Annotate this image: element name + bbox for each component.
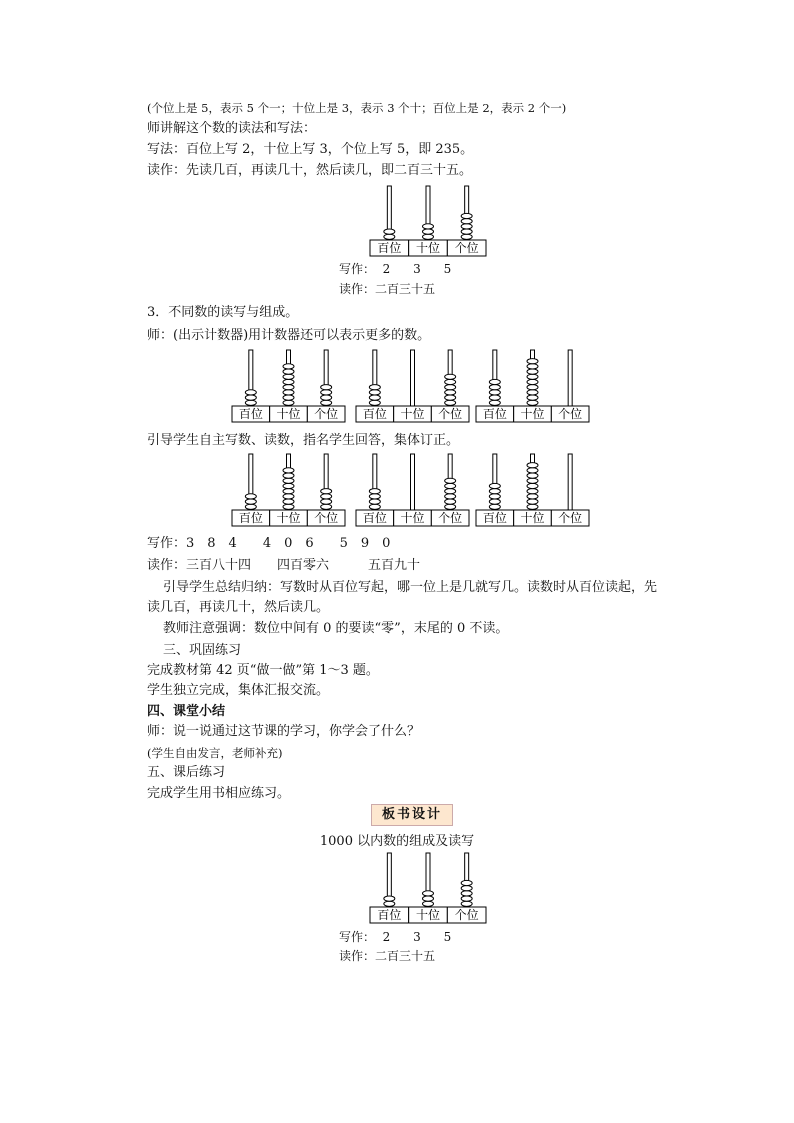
abacus-label: 百位 <box>238 511 263 525</box>
text-line: 完成学生用书相应练习。 <box>147 786 291 801</box>
abacus-bead <box>461 229 472 234</box>
abacus-svg <box>232 350 345 422</box>
board-read-caption: 读作：二百三十五 <box>339 949 436 963</box>
board-title: 1000 以内数的组成及读写 <box>319 834 475 849</box>
abacus-bead <box>245 504 256 509</box>
abacus-bead <box>321 395 332 400</box>
abacus-bead <box>283 468 294 473</box>
abacus-bead <box>527 473 538 478</box>
abacus-bead <box>461 891 472 896</box>
abacus-bead <box>527 379 538 384</box>
abacus-bead <box>283 473 294 478</box>
abacus-bead <box>369 400 380 405</box>
abacus-label: 百位 <box>362 511 387 525</box>
abacus-bead <box>445 374 456 379</box>
abacus-row1-c <box>476 350 589 422</box>
section-heading: 五、课后练习 <box>147 765 226 780</box>
abacus-label: 个位 <box>558 511 583 525</box>
text-line: 引导学生总结归纳：写数时从百位写起，哪一位上是几就写几。读数时从百位读起，先 <box>163 580 658 595</box>
abacus-bead <box>527 504 538 509</box>
abacus-bead <box>321 400 332 405</box>
abacus-bead <box>423 229 434 234</box>
abacus-bead <box>527 494 538 499</box>
abacus-bead <box>423 896 434 901</box>
text-line: 完成教材第 42 页“做一做”第 1～3 题。 <box>147 663 379 678</box>
abacus-label: 十位 <box>415 241 441 255</box>
abacus-bead <box>489 400 500 405</box>
abacus-label: 十位 <box>520 511 545 525</box>
abacus-bead <box>527 359 538 364</box>
abacus-bead <box>283 385 294 390</box>
abacus-label: 个位 <box>314 511 339 525</box>
abacus-label: 个位 <box>454 241 479 255</box>
abacus-bead <box>461 234 472 239</box>
abacus-rod <box>568 350 572 406</box>
abacus-bead <box>283 374 294 379</box>
abacus-bead <box>489 483 500 488</box>
abacus-bead <box>283 504 294 509</box>
abacus-bead <box>321 385 332 390</box>
abacus-label: 个位 <box>438 511 463 525</box>
abacus-bead <box>283 369 294 374</box>
abacus-bead <box>527 489 538 494</box>
text-line: 读作：先读几百，再读几十，然后读几，即二百三十五。 <box>147 163 473 178</box>
abacus-bead <box>283 390 294 395</box>
abacus-bead <box>283 395 294 400</box>
abacus-bead <box>283 379 294 384</box>
text-line: 师：(出示计数器)用计数器还可以表示更多的数。 <box>147 328 431 343</box>
abacus-bead <box>445 494 456 499</box>
abacus-bead <box>527 374 538 379</box>
board-write-caption: 写作： 2 3 5 <box>339 930 452 944</box>
write-answers: 写作：3 8 4 4 0 6 5 9 0 <box>147 536 391 551</box>
abacus-row1-a <box>232 350 345 422</box>
abacus-bead <box>369 390 380 395</box>
abacus-bead <box>384 896 395 901</box>
text-line: 师讲解这个数的读法和写法： <box>147 121 317 136</box>
abacus-label: 百位 <box>482 407 507 421</box>
abacus-bead <box>527 478 538 483</box>
abacus-row2-b <box>356 454 469 526</box>
abacus-svg <box>370 853 486 923</box>
abacus-bead <box>283 478 294 483</box>
abacus-bead <box>321 504 332 509</box>
abacus-example <box>370 186 486 256</box>
abacus-bead <box>369 494 380 499</box>
section-heading: 三、巩固练习 <box>163 643 242 658</box>
abacus-board <box>370 853 486 923</box>
abacus-bead <box>461 880 472 885</box>
abacus-bead <box>283 494 294 499</box>
abacus-bead <box>423 901 434 906</box>
section-heading: 四、课堂小结 <box>147 704 226 719</box>
abacus-bead <box>245 390 256 395</box>
abacus-bead <box>369 504 380 509</box>
abacus-bead <box>489 499 500 504</box>
abacus-svg <box>476 350 589 422</box>
abacus-label: 百位 <box>377 908 402 922</box>
abacus-bead <box>245 494 256 499</box>
abacus-bead <box>489 504 500 509</box>
note-digit-meaning: (个位上是 5，表示 5 个一；十位上是 3，表示 3 个十；百位上是 2，表示 2 个一) <box>147 101 567 115</box>
abacus-bead <box>245 400 256 405</box>
abacus-rod <box>411 454 415 510</box>
abacus-label: 十位 <box>400 407 425 421</box>
abacus-svg <box>370 186 486 256</box>
abacus-bead <box>527 390 538 395</box>
abacus-label: 十位 <box>276 407 301 421</box>
abacus-bead <box>461 886 472 891</box>
abacus-bead <box>489 385 500 390</box>
board-banner: 板书设计 <box>371 804 453 826</box>
text-line: 师：说一说通过这节课的学习，你学会了什么？ <box>147 724 421 739</box>
abacus-bead <box>283 400 294 405</box>
abacus-bead <box>461 213 472 218</box>
abacus-bead <box>445 478 456 483</box>
abacus-bead <box>527 364 538 369</box>
abacus-label: 个位 <box>558 407 583 421</box>
abacus-bead <box>369 385 380 390</box>
abacus-svg <box>476 454 589 526</box>
abacus-bead <box>527 395 538 400</box>
abacus-bead <box>245 499 256 504</box>
abacus-label: 个位 <box>454 908 479 922</box>
abacus-bead <box>445 483 456 488</box>
text-line: 学生独立完成，集体汇报交流。 <box>147 683 330 698</box>
abacus-read-caption: 读作：二百三十五 <box>339 282 436 296</box>
abacus-label: 百位 <box>377 241 402 255</box>
text-line: 读几百，再读几十，然后读几。 <box>147 600 330 615</box>
abacus-bead <box>461 896 472 901</box>
abacus-bead <box>369 489 380 494</box>
abacus-bead <box>527 483 538 488</box>
abacus-rod <box>568 454 572 510</box>
abacus-label: 百位 <box>482 511 507 525</box>
abacus-write-caption: 写作： 2 3 5 <box>339 262 452 276</box>
abacus-bead <box>384 229 395 234</box>
abacus-bead <box>461 901 472 906</box>
abacus-bead <box>527 499 538 504</box>
abacus-bead <box>321 494 332 499</box>
abacus-label: 十位 <box>276 511 301 525</box>
abacus-bead <box>527 468 538 473</box>
abacus-bead <box>321 390 332 395</box>
abacus-bead <box>445 504 456 509</box>
abacus-label: 百位 <box>238 407 263 421</box>
abacus-bead <box>423 891 434 896</box>
abacus-svg <box>356 454 469 526</box>
abacus-bead <box>384 234 395 239</box>
abacus-bead <box>283 489 294 494</box>
abacus-row2-c <box>476 454 589 526</box>
abacus-bead <box>527 369 538 374</box>
abacus-bead <box>461 224 472 229</box>
abacus-bead <box>445 379 456 384</box>
text-line: 写法：百位上写 2，十位上写 3，个位上写 5，即 235。 <box>147 142 474 157</box>
abacus-bead <box>369 499 380 504</box>
read-answers: 读作：三百八十四 四百零六 五百九十 <box>147 558 421 573</box>
abacus-label: 百位 <box>362 407 387 421</box>
text-line: 教师注意强调：数位中间有 0 的要读“零”，末尾的 0 不读。 <box>163 621 509 636</box>
abacus-bead <box>321 489 332 494</box>
abacus-bead <box>489 379 500 384</box>
abacus-label: 个位 <box>314 407 339 421</box>
abacus-label: 十位 <box>415 908 441 922</box>
abacus-bead <box>283 483 294 488</box>
section-heading: 3．不同数的读写与组成。 <box>147 305 299 320</box>
abacus-bead <box>369 395 380 400</box>
abacus-row2-a <box>232 454 345 526</box>
abacus-bead <box>445 385 456 390</box>
abacus-bead <box>445 400 456 405</box>
text-line: (学生自由发言，老师补充) <box>147 746 283 760</box>
abacus-bead <box>423 234 434 239</box>
abacus-bead <box>489 494 500 499</box>
abacus-bead <box>489 390 500 395</box>
abacus-row1-b <box>356 350 469 422</box>
abacus-bead <box>445 489 456 494</box>
abacus-bead <box>461 219 472 224</box>
abacus-bead <box>445 499 456 504</box>
abacus-bead <box>527 463 538 468</box>
abacus-label: 十位 <box>520 407 545 421</box>
abacus-bead <box>283 364 294 369</box>
text-line: 引导学生自主写数、读数，指名学生回答，集体订正。 <box>147 433 460 448</box>
abacus-bead <box>445 390 456 395</box>
abacus-bead <box>423 224 434 229</box>
abacus-svg <box>232 454 345 526</box>
abacus-rod <box>411 350 415 406</box>
abacus-bead <box>245 395 256 400</box>
abacus-bead <box>527 385 538 390</box>
abacus-label: 个位 <box>438 407 463 421</box>
abacus-bead <box>489 489 500 494</box>
abacus-bead <box>283 499 294 504</box>
abacus-bead <box>445 395 456 400</box>
abacus-bead <box>489 395 500 400</box>
abacus-label: 十位 <box>400 511 425 525</box>
abacus-svg <box>356 350 469 422</box>
abacus-bead <box>384 901 395 906</box>
abacus-bead <box>321 499 332 504</box>
abacus-bead <box>527 400 538 405</box>
